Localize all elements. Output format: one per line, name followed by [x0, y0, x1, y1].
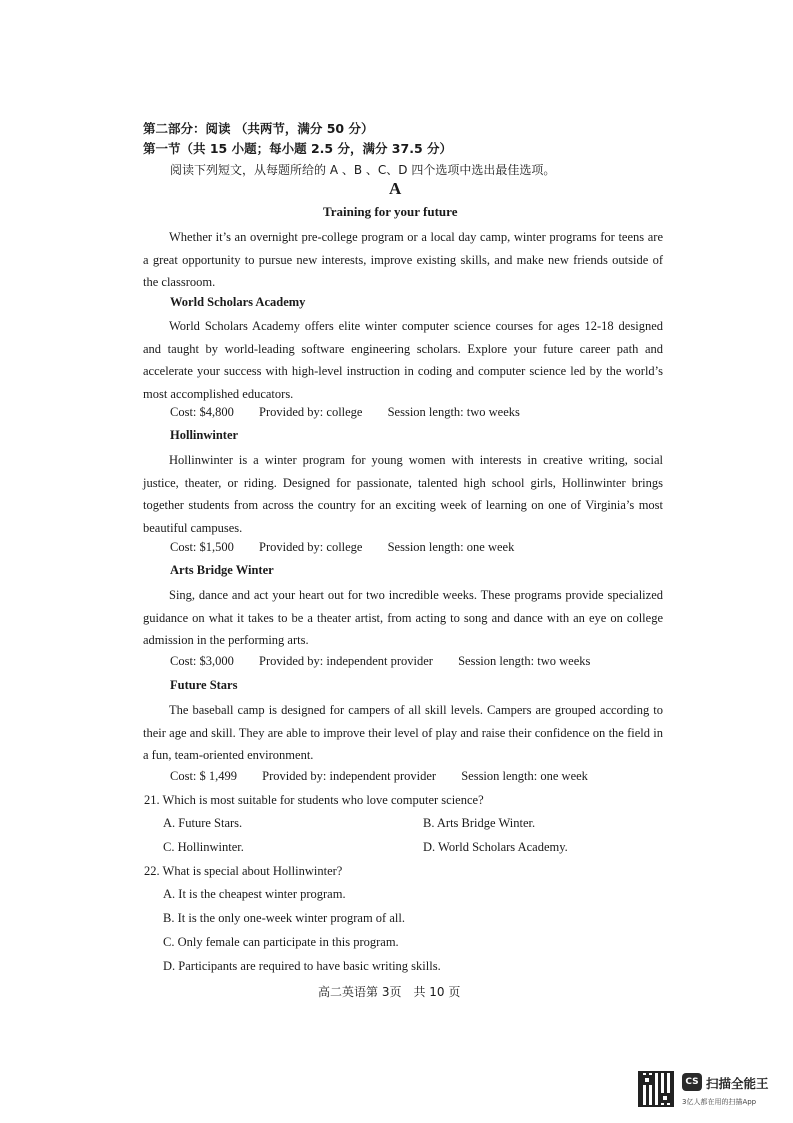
program-meta	[170, 539, 536, 555]
program-cost: Cost: $ 1,499	[170, 769, 238, 783]
part-title: 第二部分：阅读 （共两节，满分 50 分）	[143, 121, 374, 136]
answer-option[interactable]: D. Participants are required to have basic writing skills.	[163, 959, 441, 973]
camscanner-logo: CS	[682, 1073, 702, 1091]
program-session: Session length: two weeks	[458, 654, 591, 668]
answer-option[interactable]: A. It is the cheapest winter program.	[163, 887, 346, 901]
program-provider: Provided by: college	[259, 405, 363, 419]
scanner-app-name: 扫描全能王	[706, 1076, 769, 1091]
question-stem: 22. What is special about Hollinwinter?	[144, 864, 343, 878]
passage-letter: A	[389, 179, 402, 198]
program-session: Session length: two weeks	[387, 405, 520, 419]
program-provider: Provided by: independent provider	[259, 654, 433, 668]
program-description: The baseball camp is designed for campers of all skill levels. Campers are grouped according to their age and skill. They are able to improve their level of play and raise their confidence on the field in a fun, team-oriented environment.	[143, 703, 663, 762]
program-provider: Provided by: college	[259, 540, 363, 554]
page-footer: 高二英语第 3页 共 10 页	[318, 985, 461, 999]
answer-option[interactable]: C. Only female can participate in this program.	[163, 935, 399, 949]
program-cost: Cost: $4,800	[170, 405, 234, 419]
passage-title: Training for your future	[323, 204, 458, 219]
qr-code-icon	[638, 1071, 674, 1107]
answer-option[interactable]: B. It is the only one-week winter program of all.	[163, 911, 405, 925]
question-stem: 21. Which is most suitable for students who love computer science?	[144, 793, 484, 807]
program-session: Session length: one week	[461, 769, 588, 783]
answer-option[interactable]: C. Hollinwinter.	[163, 840, 244, 854]
program-name: Future Stars	[170, 678, 238, 692]
program-description: Sing, dance and act your heart out for two incredible weeks. These programs provide specialized guidance on what it takes to be a theater artist, from acting to song and dance with an eye on college admission in the performing arts.	[143, 588, 663, 647]
program-name: World Scholars Academy	[170, 295, 306, 309]
answer-option[interactable]: B. Arts Bridge Winter.	[423, 816, 536, 830]
instruction-text: 阅读下列短文，从每题所给的 A 、B 、C、D 四个选项中选出最佳选项。	[170, 163, 556, 177]
program-cost: Cost: $1,500	[170, 540, 234, 554]
program-name: Hollinwinter	[170, 428, 239, 442]
program-description: World Scholars Academy offers elite winter computer science courses for ages 12-18 designed and taught by world-leading software engineering scholars. Explore your future career path and accelerate your success with high-level instruction in coding and computer science led by the world’s most accomplished educators.	[143, 319, 663, 401]
section-title: 第一节（共 15 小题；每小题 2.5 分，满分 37.5 分）	[143, 141, 452, 156]
program-session: Session length: one week	[387, 540, 515, 554]
program-meta	[170, 404, 542, 420]
program-meta	[170, 768, 610, 784]
program-name: Arts Bridge Winter	[170, 563, 274, 577]
scanner-tagline: 3亿人都在用的扫描App	[682, 1098, 757, 1106]
program-meta	[170, 653, 612, 669]
answer-option[interactable]: A. Future Stars.	[163, 816, 243, 830]
answer-option[interactable]: D. World Scholars Academy.	[423, 840, 568, 854]
program-cost: Cost: $3,000	[170, 654, 234, 668]
program-provider: Provided by: independent provider	[262, 769, 437, 783]
passage-intro: Whether it’s an overnight pre-college program or a local day camp, winter programs for teens are a great opportunity to pursue new interests, improve existing skills, and make new friends outside of the classroom.	[143, 230, 663, 289]
program-description: Hollinwinter is a winter program for young women with interests in creative writing, social justice, theater, or riding. Designed for passionate, talented high school girls, Hollinwinter brings together students from across the country for an exciting week of learning on one of Virginia’s most beautiful campuses.	[143, 453, 663, 535]
